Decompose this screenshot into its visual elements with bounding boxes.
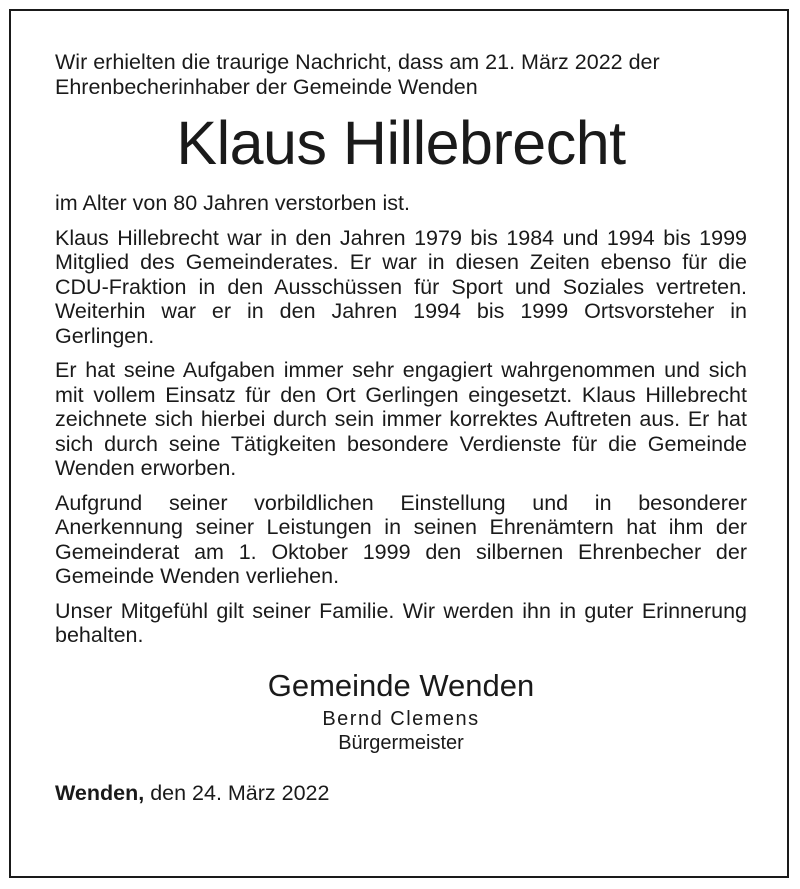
signature-title: Bürgermeister [338,731,464,754]
paragraph-condolence: Unser Mitgefühl gilt seiner Familie. Wir werden ihn in guter Erinnerung behalten. [55,598,747,647]
dateline-date: den 24. März 2022 [150,780,330,805]
signature-person: Bernd Clemens [322,707,480,730]
dateline [55,781,747,806]
deceased-name: Klaus Hillebrecht [176,109,626,177]
paragraph-engagement: Er hat seine Aufgaben immer sehr engagiert wahrgenommen und sich mit vollem Einsatz für den Ort Gerlingen eingesetzt. Klaus Hillebrecht zeichnete sich hierbei durch sein immer korrektes Auftreten aus. Er hat sich durch seine Tätigkeiten besondere Verdienste für die Gemeinde Wenden erworben. [55,358,747,480]
paragraph-career: Klaus Hillebrecht war in den Jahren 1979 bis 1984 und 1994 bis 1999 Mitglied des Gemeinderates. Er war in diesen Zeiten ebenso für die CDU-Fraktion in den Ausschüssen für Sport und Soziales vertreten. Weiterhin war er in den Jahren 1994 bis 1999 Ortsvorsteher in Gerlingen. [55,225,747,348]
signature-block [55,668,747,755]
age-line: im Alter von 80 Jahren verstorben ist. [55,191,410,215]
signature-organization: Gemeinde Wenden [267,667,535,703]
dateline-place: Wenden, [55,780,145,805]
intro-text: Wir erhielten die traurige Nachricht, dass am 21. März 2022 der Ehrenbecherinhaber der Gemeinde Wenden [55,50,660,99]
paragraph-award: Aufgrund seiner vorbildlichen Einstellung und in besonderer Anerkennung seiner Leistungen in seinen Ehrenämtern hat ihm der Gemeinderat am 1. Oktober 1999 den silbernen Ehrenbecher der Gemeinde Wenden verliehen. [55,490,747,588]
obituary-notice [55,50,747,805]
